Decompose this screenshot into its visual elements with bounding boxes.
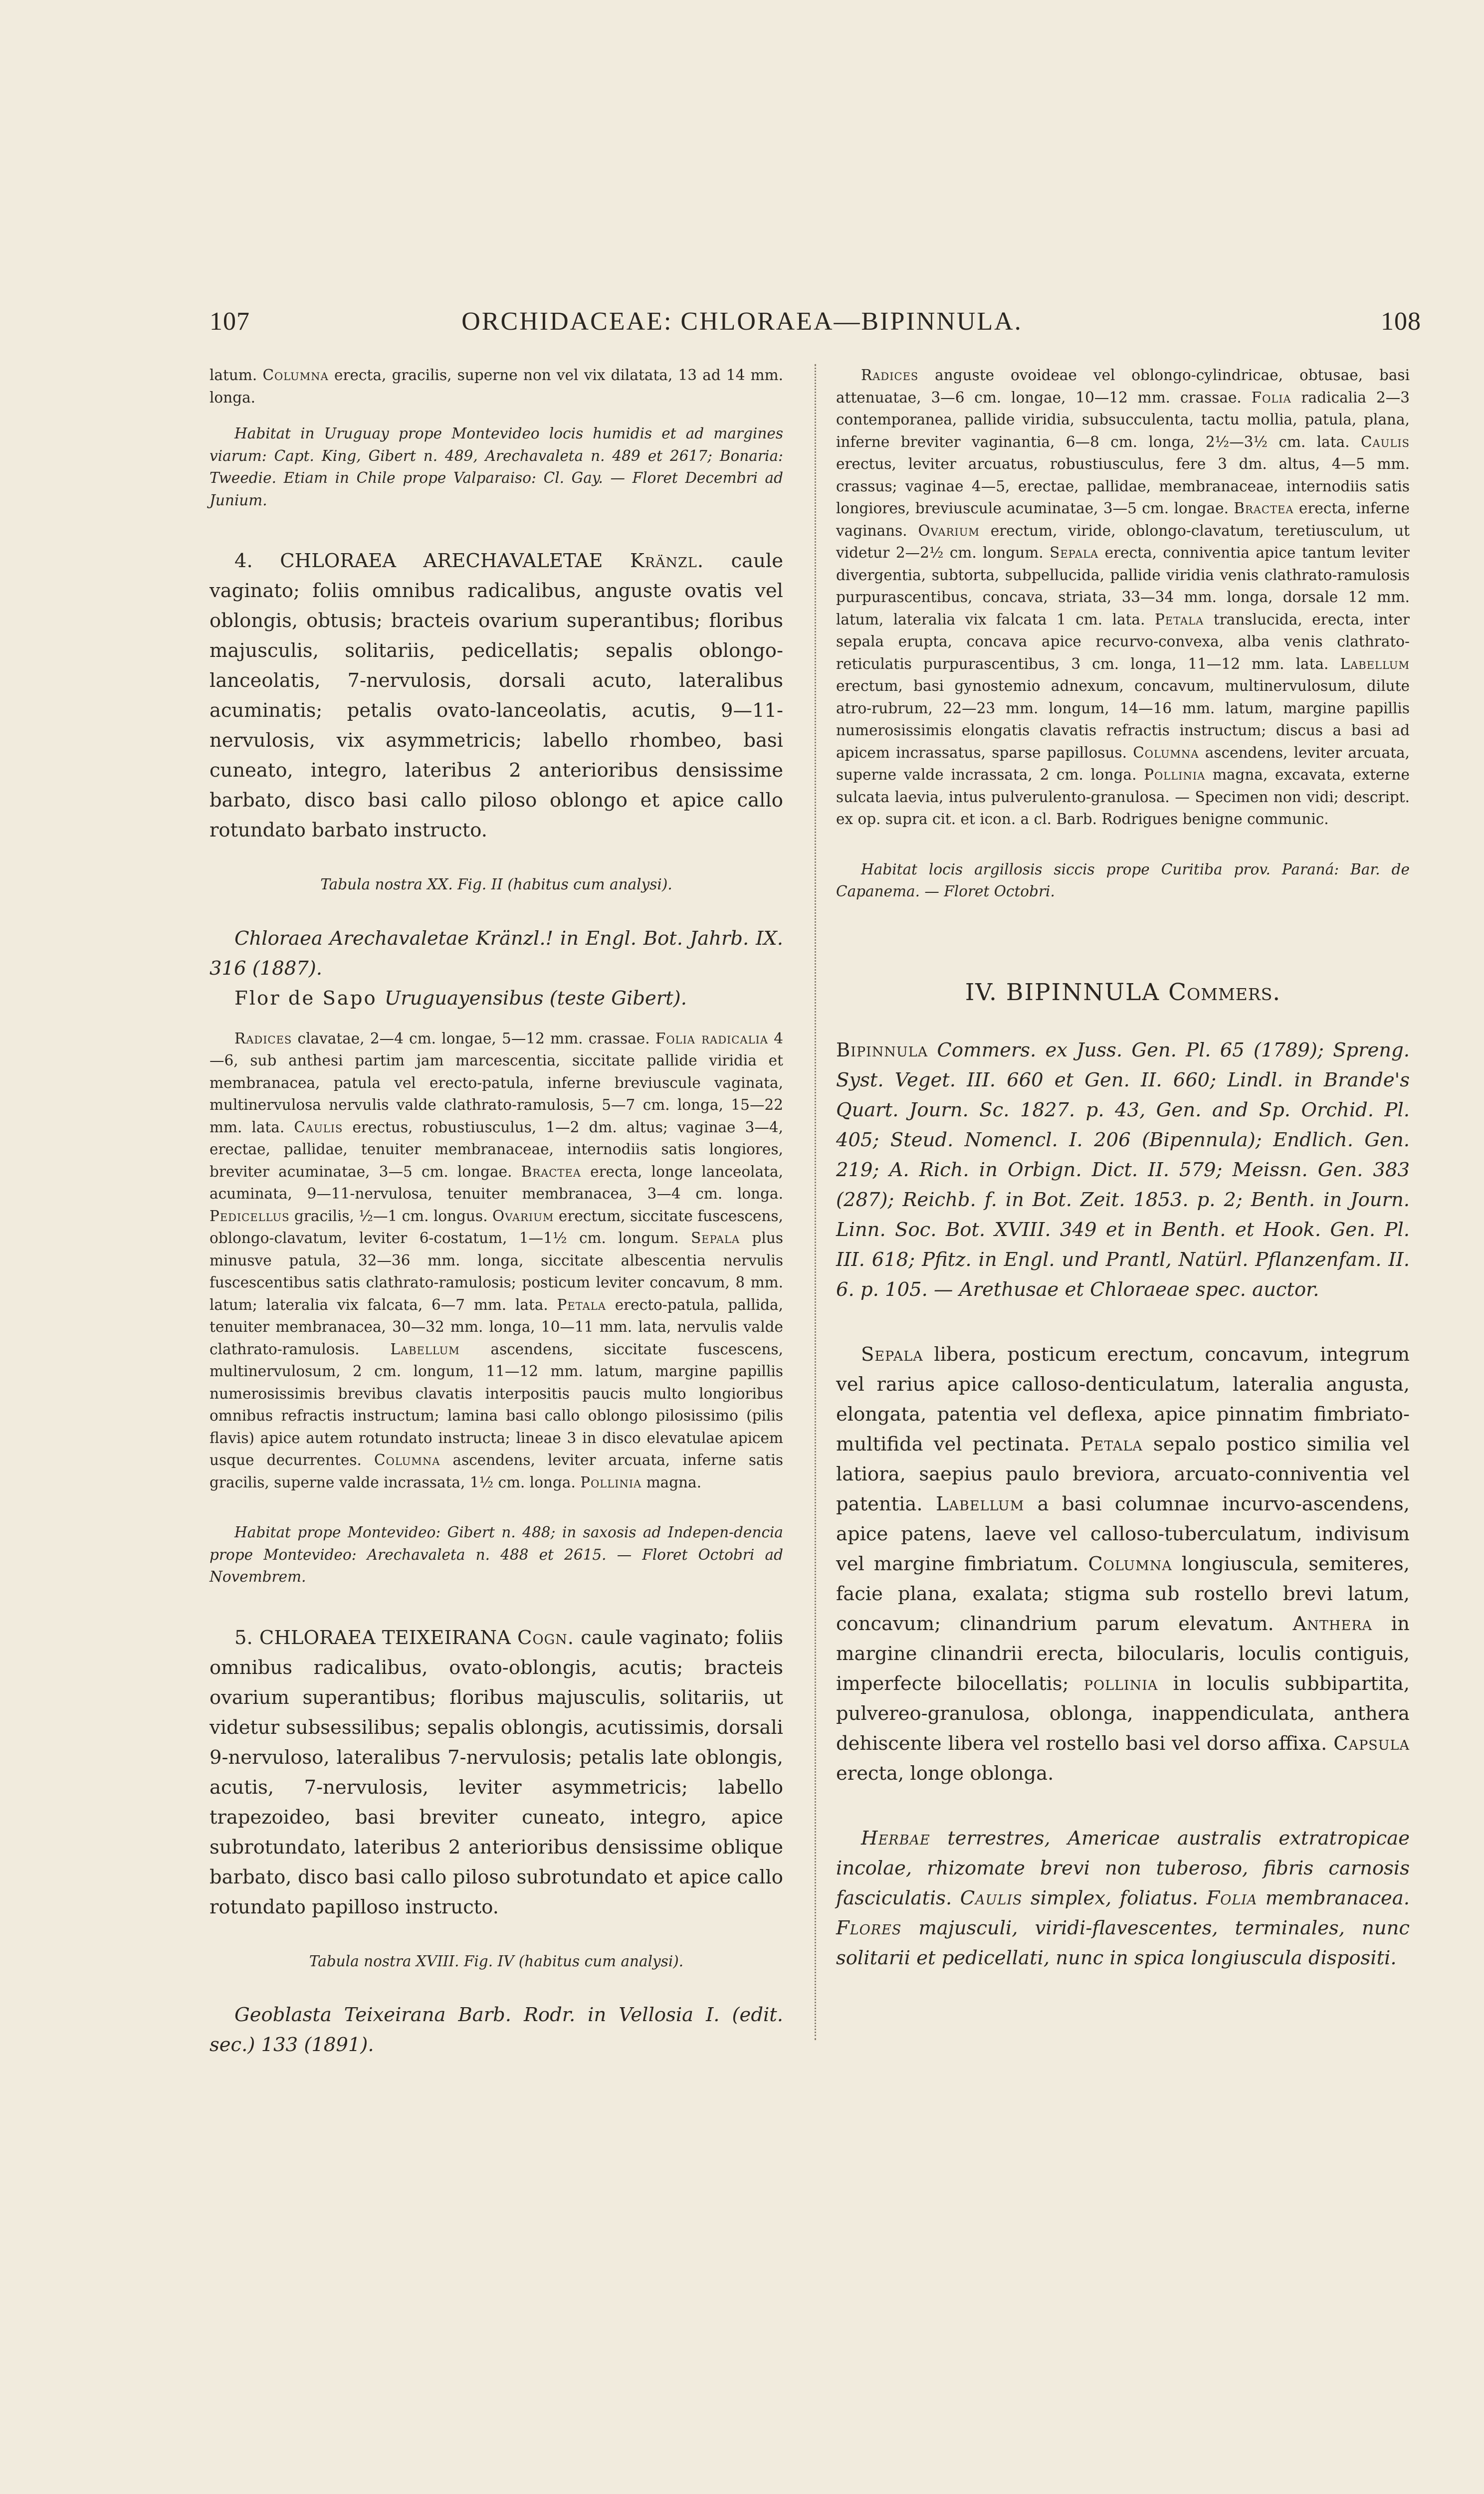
left-column <box>210 364 783 2060</box>
sp5-desc-term: Sepala <box>1050 544 1099 561</box>
sp4-desc-term: Pollinia <box>580 1473 642 1491</box>
sp5-desc-text: erectus, leviter arcuatus, robustiusculus, fere 3 dm. altus, 4—5 mm. crassus; vaginae 4—5, erectae, pallidae, membranaceae, internodiis satis longiores, breviuscule acuminatae, 3—5 cm. longae. <box>836 455 1410 517</box>
sp5-desc-term: Folia <box>1251 389 1291 406</box>
genus-desc-text: erecta, longe oblonga. <box>836 1762 1054 1785</box>
genus-desc-term: Sepala <box>861 1343 923 1366</box>
genus-description <box>836 1340 1410 1789</box>
sp4-desc-term: Columna <box>374 1452 440 1468</box>
species-4-habitat: Habitat prope Montevideo: Gibert n. 488; in saxosis ad Indepen-dencia prope Montevideo: Arechavaleta n. 488 et 2615. — Floret Octobri ad Novembrem. <box>210 1524 783 1585</box>
sp4-desc-term: Ovarium <box>492 1207 554 1225</box>
genus-herbae-text: simplex, foliatus. <box>1022 1886 1207 1909</box>
sp4-desc-term: Bractea <box>521 1163 581 1180</box>
genus-heading <box>836 978 1410 1008</box>
genus-herbae-text: terrestres, Americae australis extratropicae incolae, rhizomate brevi non tuberoso, fibris carnosis fasciculatis. <box>836 1827 1410 1909</box>
species-4-diagnosis <box>210 546 783 845</box>
sp5-desc-text: radicalia 2—3 contemporanea, pallide viridia, subsucculenta, tactu mollia, patula, plana, inferne breviter vaginantia, 6—8 cm. longa, 2½—3½ cm. lata. <box>836 389 1410 450</box>
page-number-right: 108 <box>1381 307 1421 336</box>
sp5-desc-term: Petala <box>1155 611 1204 628</box>
genus-desc-text: sepalo postico similia vel latiora, saepius paulo breviora, arcuato-conniventia vel patentia. <box>836 1433 1410 1515</box>
genus-herbae-term: Herbae <box>861 1827 930 1850</box>
genus-desc-text: longiuscula, semiteres, facie plana, exalata; stigma sub rostello brevi latum, concavum; clinandrium parum elevatum. <box>836 1552 1410 1635</box>
genus-desc-term: pollinia <box>1083 1672 1158 1695</box>
species-4-diagnosis-text: caule vaginato; foliis omnibus radicalibus, anguste ovatis vel oblongis, obtusis; bracteis ovarium superantibus; floribus majusculis, solitariis, pedicellatis; sepalis oblongo-lanceolatis, 7-nervulosis, dorsali acuto, lateralibus acuminatis; petalis ovato-lanceolatis, acutis, 9—11-nervulosis, vix asymmetricis; labello rhombeo, basi cuneato, integro, lateribus 2 anterioribus densissime barbato, disco basi callo piloso oblongo et apice callo rotundato barbato instructo. <box>210 550 783 841</box>
species-5-tabula: Tabula nostra XVIII. Fig. IV (habitus cum analysi). <box>309 1952 684 1970</box>
sp4-desc-term: Labellum <box>390 1340 460 1358</box>
genus-desc-term: Columna <box>1088 1552 1172 1575</box>
sp5-desc-term: Pollinia <box>1144 766 1206 783</box>
page-number-left: 107 <box>210 307 250 336</box>
sp5-desc-term: Caulis <box>1360 433 1410 450</box>
vernacular-source: Uruguayensibus (teste Gibert). <box>384 987 687 1010</box>
species-5-habitat: Habitat locis argillosis siccis prope Curitiba prov. Paraná: Bar. de Capanema. — Floret Octobri. <box>836 860 1410 900</box>
sp4-desc-text: erectum, siccitate fuscescens, oblongo-clavatum, leviter 6-costatum, 1—1½ cm. longum. <box>210 1207 783 1247</box>
sp4-desc-text: gracilis, ½—1 cm. longus. <box>289 1207 493 1225</box>
sp4-desc-text: ascendens, siccitate fuscescens, multinervulosum, 2 cm. longum, 11—12 mm. latum, margine papillis numerosissimis brevibus clavatis interpositis paucis multo longioribus omnibus refractis instructum; lamina basi callo oblongo pilosissimo (pilis flavis) apice autem rotundato instructa; lineae 3 in disco elevatulae apicem usque decurrentes. <box>210 1340 783 1468</box>
continued-description <box>210 364 783 409</box>
sp4-desc-term: Pedicellus <box>210 1207 290 1225</box>
genus-habit <box>836 1824 1410 1973</box>
genus-desc-text: a basi columnae incurvo-ascendens, apice patens, laeve vel calloso-tuberculatum, indivisum vel margine fimbriatum. <box>836 1492 1410 1575</box>
sp4-desc-term: Sepala <box>691 1230 740 1247</box>
genus-herbae-term: Flores <box>836 1916 902 1939</box>
genus-desc-text: in loculis subbipartita, pulvereo-granulosa, oblonga, inappendiculata, anthera dehiscente libera vel rostello basi vel dorso affixa. <box>836 1672 1410 1755</box>
species-5-diagnosis-text: caule vaginato; foliis omnibus radicalibus, ovato-oblongis, acutis; bracteis ovarium superantibus; floribus majusculis, solitariis, ut videtur subsessilibus; sepalis oblongis, acutissimis, dorsali 9-nervuloso, lateralibus 7-nervulosis; petalis late oblongis, acutis, 7-nervulosis, leviter asymmetricis; labello trapezoideo, basi breviter cuneato, integro, apice subrotundato, lateribus 2 anterioribus densissime oblique barbato, disco basi callo piloso subrotundato et apice callo rotundato papilloso instructo. <box>210 1626 783 1918</box>
genus-references-text: Commers. ex Juss. Gen. Pl. 65 (1789); Spreng. Syst. Veget. III. 660 et Gen. II. 660; Lindl. in Brande's Quart. Journ. Sc. 1827. p. 43, Gen. and Sp. Orchid. Pl. 405; Steud. Nomencl. I. 206 (Bipennula); Endlich. Gen. 219; A. Rich. in Orbign. Dict. II. 579; Meissn. Gen. 383 (287); Reichb. f. in Bot. Zeit. 1853. p. 2; Benth. in Journ. Linn. Soc. Bot. XVIII. 349 et in Benth. et Hook. Gen. Pl. III. 618; Pfitz. in Engl. und Prantl, Natürl. Pflanzenfam. II. 6. p. 105. — Arethusae et Chloraeae spec. auctor. <box>836 1039 1410 1301</box>
genus-desc-term: Anthera <box>1292 1612 1373 1635</box>
sp5-desc-text: magna, excavata, externe sulcata laevia, intus pulverulento-granulosa. — Specimen non vidi; descript. ex op. supra cit. et icon. a cl. Barb. Rodrigues benigne communic. <box>836 766 1410 828</box>
sp4-desc-term: Radices <box>234 1030 292 1047</box>
sp4-desc-text: 4—6, sub anthesi partim jam marcescentia, siccitate pallide viridia et membranacea, patula vel erecto-patula, inferne breviuscule vaginata, multinervulosa nervulis valde clathrato-ramulosis, 5—7 cm. longa, 15—22 mm. lata. <box>210 1030 784 1136</box>
species-4-description <box>210 1028 783 1494</box>
sp4-desc-text: erecta, longe lanceolata, acuminata, 9—11-nervulosa, tenuiter membranacea, 3—4 cm. longa. <box>210 1163 784 1202</box>
sp4-desc-term: Caulis <box>294 1118 343 1136</box>
sp5-desc-text: erectum, basi gynostemio adnexum, concavum, multinervulosum, dilute atro-rubrum, 22—23 mm. longum, 14—16 mm. latum, margine papillis numerosissimis elongatis clavatis refractis instructum; discus a basi ad apicem incrassatus, sparse papillosus. <box>836 677 1410 761</box>
genus-herbae-text: majusculi, viridi-flavescentes, terminales, nunc solitarii et pedicellati, nunc in spica longiuscula dispositi. <box>836 1916 1410 1969</box>
genus-herbae-term: Folia <box>1206 1886 1258 1909</box>
genus-desc-text: in margine clinandrii erecta, bilocularis, loculis contiguis, imperfecte bilocellatis; <box>836 1612 1410 1695</box>
continued-lead: Columna <box>262 367 329 384</box>
genus-desc-term: Labellum <box>935 1492 1025 1515</box>
sp5-desc-term: Columna <box>1133 744 1199 761</box>
genus-references <box>836 1036 1410 1305</box>
sp4-desc-text: erectus, robustiusculus, 1—2 dm. altus; vaginae 3—4, erectae, pallidae, tenuiter membranaceae, internodiis satis longiores, breviter acuminatae, 3—5 cm. longae. <box>210 1118 784 1180</box>
sp5-desc-text: ascendens, leviter arcuata, superne valde incrassata, 2 cm. longa. <box>836 744 1410 783</box>
sp5-desc-term: Radices <box>861 367 919 384</box>
continued-rest: erecta, gracilis, superne non vel vix dilatata, 13 ad 14 mm. longa. <box>210 367 783 406</box>
species-5-description <box>836 364 1410 831</box>
species-5-diagnosis <box>210 1623 783 1922</box>
sp4-desc-term: Folia radicalia <box>655 1030 768 1047</box>
species-5-author: Cogn. <box>517 1626 575 1649</box>
genus-desc-term: Capsula <box>1333 1732 1410 1755</box>
vernacular-name: Flor de Sapo <box>234 987 385 1010</box>
sp5-desc-term: Labellum <box>1340 655 1410 672</box>
sp5-desc-term: Ovarium <box>918 522 980 539</box>
genus-author: Commers. <box>1168 978 1281 1006</box>
right-column <box>836 364 1410 1973</box>
column-divider <box>815 364 816 2040</box>
sp5-desc-text: translucida, erecta, inter sepala erupta, concava apice recurvo-convexa, alba venis clathrato-reticulatis purpurascentibus, 3 cm. longa, 11—12 mm. lata. <box>836 611 1410 672</box>
sp5-desc-text: erecta, conniventia apice tantum leviter divergentia, subtorta, subpellucida, pallide viridia venis clathrato-ramulosis purpurascentibus, concava, striata, 33—34 mm. longa, dorsale 12 mm. latum, lateralia vix falcata 1 cm. lata. <box>836 544 1410 628</box>
sp4-desc-term: Petala <box>557 1296 606 1313</box>
running-title: ORCHIDACEAE: CHLORAEA—BIPINNULA. <box>461 307 1023 336</box>
genus-desc-term: Petala <box>1080 1433 1143 1455</box>
species-5-name: 5. CHLORAEA TEIXEIRANA <box>234 1626 511 1649</box>
species-4-author: Kränzl. <box>630 550 704 572</box>
sp5-desc-term: Bractea <box>1234 500 1294 517</box>
sp5-desc-text: erectum, viride, oblongo-clavatum, teretiusculum, ut videtur 2—2½ cm. longum. <box>836 522 1410 561</box>
continued-prefix: latum. <box>210 367 263 384</box>
species-4-tabula: Tabula nostra XX. Fig. II (habitus cum analysi). <box>320 876 672 893</box>
genus-herbae-text: membranacea. <box>1257 1886 1410 1909</box>
genus-numeral-name: IV. BIPINNULA <box>965 978 1160 1006</box>
sp4-desc-text: magna. <box>641 1473 702 1491</box>
sp5-desc-text: anguste ovoideae vel oblongo-cylindricae, obtusae, basi attenuatae, 3—6 cm. longae, 10—12 mm. crassae. <box>836 367 1410 406</box>
sp5-desc-text: erecta, inferne vaginans. <box>836 500 1410 539</box>
sp4-desc-text: ascendens, leviter arcuata, inferne satis gracilis, superne valde incrassata, 1½ cm. longa. <box>210 1452 784 1491</box>
sp4-desc-text: plus minusve patula, 32—36 mm. longa, siccitate albescentia nervulis fuscescentibus satis clathrato-ramulosis; posticum leviter concavum, 8 mm. latum; lateralia vix falcata, 6—7 mm. lata. <box>210 1230 783 1313</box>
habitat-chloraea-3: Habitat in Uruguay prope Montevideo locis humidis et ad margines viarum: Capt. King, Gibert n. 489, Arechavaleta n. 489 et 2617; Bonaria: Tweedie. Etiam in Chile prope Valparaiso: Cl. Gay. — Floret Decembri ad Junium. <box>210 425 783 509</box>
sp4-desc-text: erecto-patula, pallida, tenuiter membranacea, 30—32 mm. longa, 10—11 mm. lata, nervulis valde clathrato-ramulosis. <box>210 1296 783 1358</box>
genus-desc-text: libera, posticum erectum, concavum, integrum vel rarius apice calloso-denticulatum, lateralia angusta, elongata, patentia vel deflexa, apice pinnatim fimbriato-multifida vel pectinata. <box>836 1343 1410 1455</box>
species-4-name: 4. CHLORAEA ARECHAVALETAE <box>234 550 603 572</box>
sp4-desc-text: clavatae, 2—4 cm. longae, 5—12 mm. crassae. <box>292 1030 655 1047</box>
genus-references-lead: Bipinnula <box>836 1039 928 1061</box>
species-4-vernacular <box>210 984 783 1014</box>
species-4-synonym: Chloraea Arechavaletae Kränzl.! in Engl. Bot. Jahrb. IX. 316 (1887). <box>210 927 783 980</box>
species-5-synonym: Geoblasta Teixeirana Barb. Rodr. in Vellosia I. (edit. sec.) 133 (1891). <box>210 2004 783 2056</box>
genus-herbae-term: Caulis <box>960 1886 1023 1909</box>
